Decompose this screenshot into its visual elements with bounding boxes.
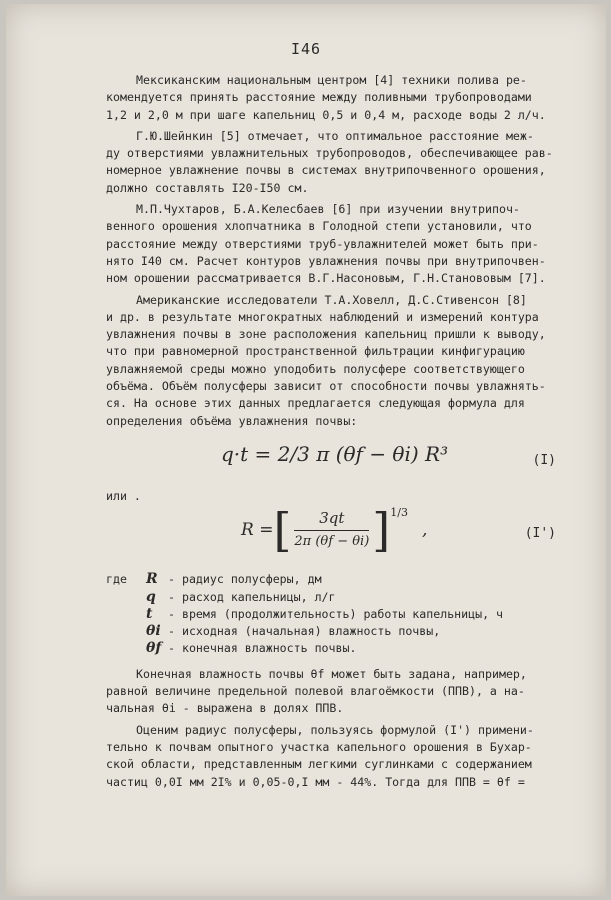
- text-line: тельно к почвам опытного участка капельного орошения в Бухар-: [106, 739, 532, 754]
- definition-lead: [106, 640, 146, 657]
- text-line: Оценим радиус полусферы, пользуясь формулой (I') примени-: [136, 722, 534, 737]
- definition-row: [106, 640, 566, 657]
- formula-1-text: q·t = 2/3 π (θf − θi) R³: [221, 441, 449, 466]
- definition-symbol: θf: [146, 640, 162, 657]
- text-line: определения объёма увлажнения почвы:: [106, 413, 358, 428]
- definition-lead: [106, 589, 146, 606]
- text-line: Конечная влажность почвы θf может быть задана, например,: [136, 666, 527, 681]
- text-line: венного орошения хлопчатника в Голодной степи установили, что: [106, 219, 532, 234]
- definition-row: [106, 571, 566, 588]
- paragraph-3: [106, 201, 566, 287]
- definition-text: - расход капельницы, л/г: [168, 589, 336, 604]
- paragraph-5: [106, 666, 566, 718]
- text-line: ду отверстиями увлажнительных трубопроводов, обеспечивающее рав-: [106, 146, 553, 161]
- connector-word: или .: [106, 488, 141, 503]
- text-line: нято I40 см. Расчет контуров увлажнения почвы при внутрипочвен-: [106, 253, 546, 268]
- document-page: [6, 4, 606, 896]
- text-line: ской области, представленным легкими суглинками с содержанием: [106, 757, 532, 772]
- text-line: Американские исследователи Т.А.Ховелл, Д.С.Стивенсон [8]: [136, 292, 527, 307]
- formula-2-tail: ,: [421, 519, 428, 540]
- definition-row: [106, 606, 566, 623]
- right-bracket: ]: [372, 503, 391, 558]
- definition-symbol: q: [146, 588, 156, 605]
- text-line: должно составлять I20-I50 см.: [106, 180, 309, 195]
- definition-symbol: θi: [146, 623, 161, 640]
- formula-2-number: (I'): [524, 526, 556, 542]
- formula-2: [106, 505, 566, 565]
- text-line: ся. На основе этих данных предлагается следующая формула для: [106, 396, 525, 411]
- page-number: I46: [290, 40, 322, 58]
- definition-symbol: R: [146, 571, 158, 588]
- definition-row: [106, 623, 566, 640]
- text-line: М.П.Чухтаров, Б.А.Келесбаев [6] при изучении внутрипоч-: [136, 202, 520, 217]
- text-line: что при равномерной пространственной фильтрации кинфигурацию: [106, 344, 525, 359]
- paragraph-4: [106, 292, 566, 430]
- definition-symbol: t: [146, 605, 153, 622]
- text-line: чальная θi - выражена в долях ППВ.: [106, 701, 344, 716]
- text-line: объёма. Объём полусферы зависит от способности почвы увлажнять-: [106, 379, 546, 394]
- text-line: Г.Ю.Шейнкин [5] отмечает, что оптимальное расстояние меж-: [136, 128, 534, 143]
- formula-1-number: (I): [532, 452, 556, 468]
- text-line: комендуется принять расстояние между поливными трубопроводами: [106, 90, 532, 105]
- left-bracket: [: [273, 503, 292, 558]
- definition-text: - исходная (начальная) влажность почвы,: [168, 624, 441, 639]
- paragraph-6: [106, 722, 566, 791]
- definition-row: [106, 589, 566, 606]
- text-line: 1,2 и 2,0 м при шаге капельниц 0,5 и 0,4 м, расходе воды 2 л/ч.: [106, 107, 546, 122]
- text-line: номерное увлажнение почвы в системах внутрипочвенного орошения,: [106, 163, 546, 178]
- text-line: Мексиканским национальным центром [4] техники полива ре-: [136, 73, 527, 87]
- formula-2-lhs: R =: [241, 519, 274, 540]
- text-line: увлажняемой среды можно уподобить полусфере соответствующего: [106, 361, 525, 376]
- definition-lead: где: [106, 572, 127, 587]
- page-body: [106, 72, 566, 795]
- formula-1: [106, 440, 566, 484]
- formula-2-power: 1/3: [390, 505, 408, 519]
- text-line: расстояние между отверстиями труб-увлажнителей может быть при-: [106, 236, 539, 251]
- fraction-denominator: 2π (θf − θi): [294, 530, 369, 550]
- definition-text: - время (продолжительность) работы капельницы, ч: [168, 606, 504, 621]
- text-line: и др. в результате многократных наблюдений и измерений контура: [106, 309, 539, 324]
- paragraph-1: [106, 72, 566, 124]
- formula-2-fraction: [294, 510, 369, 550]
- definitions-list: [106, 571, 566, 657]
- definition-text: - конечная влажность почвы.: [168, 641, 357, 656]
- fraction-numerator: 3qt: [319, 509, 345, 528]
- text-line: увлажнения почвы в зоне расположения капельниц пришли к выводу,: [106, 327, 546, 342]
- text-line: равной величине предельной полевой влагоёмкости (ППВ), а на-: [106, 684, 525, 699]
- paragraph-2: [106, 128, 566, 197]
- text-line: частиц 0,0I мм 2I% и 0,05-0,I мм - 44%. Тогда для ППВ = θf =: [106, 774, 525, 789]
- definition-text: - радиус полусферы, дм: [168, 572, 322, 587]
- definition-lead: [106, 623, 146, 640]
- text-line: ном орошении рассматривается В.Г.Насоновым, Г.Н.Станововым [7].: [106, 271, 546, 286]
- definition-lead: [106, 606, 146, 623]
